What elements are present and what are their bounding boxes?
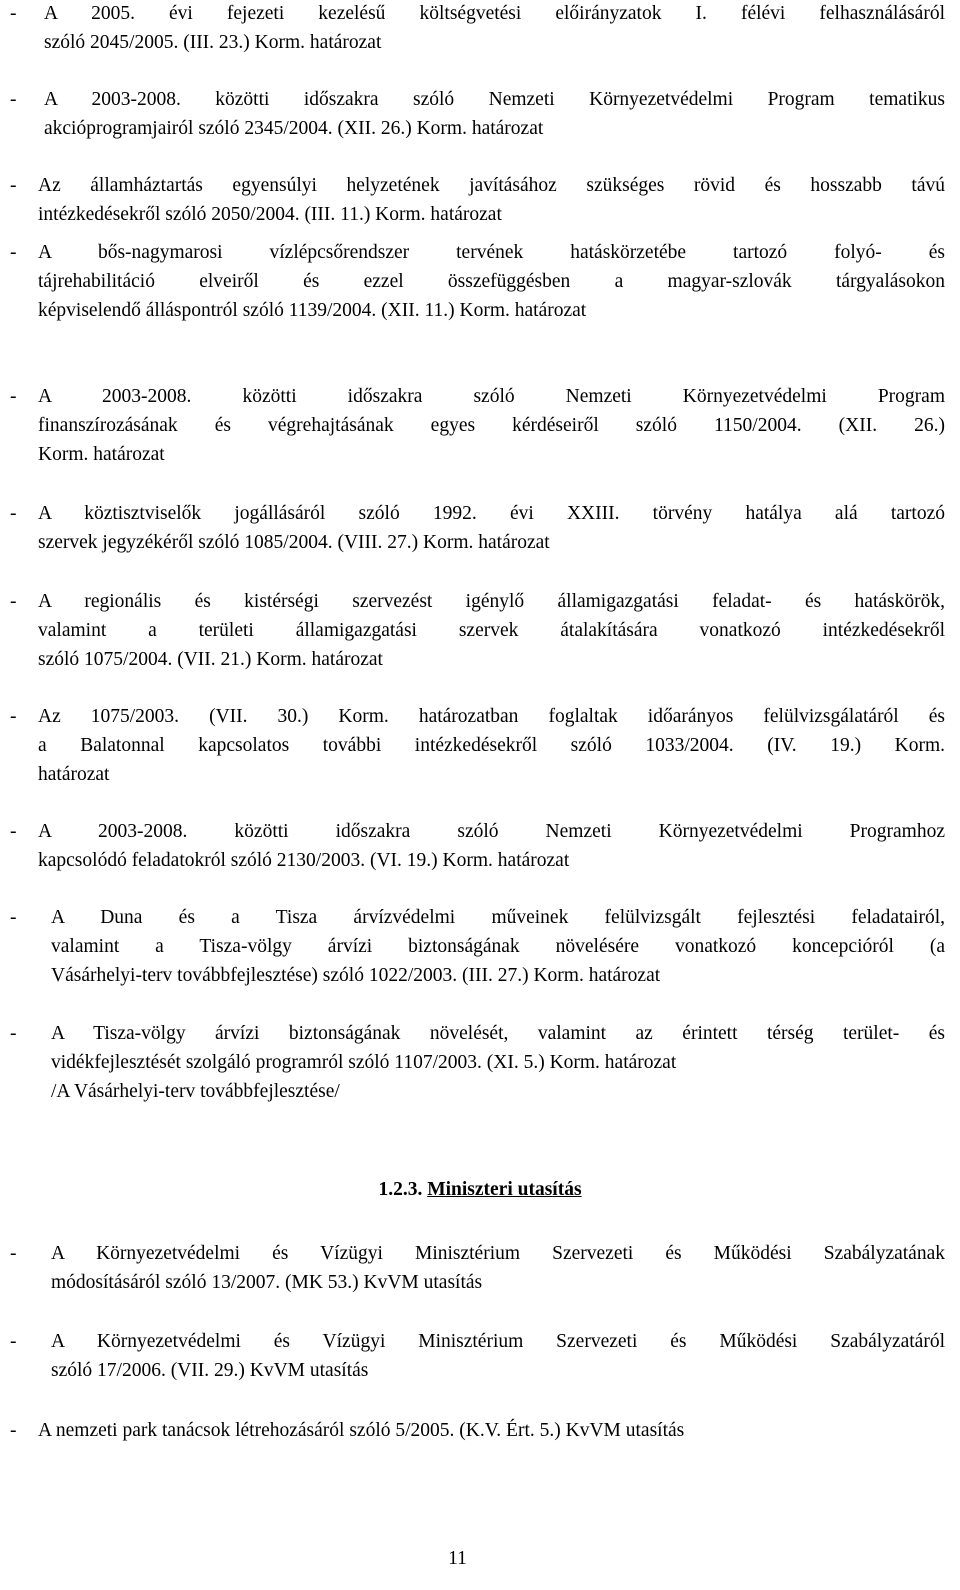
list-item-line: finanszírozásának és végrehajtásának egyes kérdéseiről szóló 1150/2004. (XII. 26.) bbox=[38, 414, 945, 436]
list-dash: - bbox=[10, 3, 17, 24]
list-item-line: A bős-nagymarosi vízlépcsőrendszer tervének hatáskörzetébe tartozó folyó- és bbox=[38, 242, 945, 263]
list-dash: - bbox=[10, 1420, 17, 1441]
list-item-line: A Duna és a Tisza árvízvédelmi műveinek felülvizsgált fejlesztési feladatairól, bbox=[51, 907, 945, 928]
list-item-line: szóló 2045/2005. (III. 23.) Korm. határozat bbox=[44, 31, 382, 53]
section-title: Miniszteri utasítás bbox=[427, 1179, 582, 1200]
section-heading bbox=[0, 1176, 960, 1205]
section-number: 1.2.3. bbox=[378, 1179, 423, 1200]
list-item-line: kapcsolódó feladatokról szóló 2130/2003. (VI. 19.) Korm. határozat bbox=[38, 849, 570, 871]
list-item-line: A Környezetvédelmi és Vízügyi Minisztérium Szervezeti és Működési Szabályzatának bbox=[51, 1243, 945, 1264]
list-dash: - bbox=[10, 821, 17, 842]
list-dash: - bbox=[10, 1331, 17, 1352]
list-item-line: szóló 1075/2004. (VII. 21.) Korm. határozat bbox=[38, 648, 383, 670]
list-item-line: Az államháztartás egyensúlyi helyzetének javításához szükséges rövid és hosszabb távú bbox=[38, 175, 945, 196]
list-item-line: képviselendő álláspontról szóló 1139/2004. (XII. 11.) Korm. határozat bbox=[38, 299, 587, 321]
list-item-line: A köztisztviselők jogállásáról szóló 1992. évi XXIII. törvény hatálya alá tartozó bbox=[38, 503, 945, 524]
list-item-line: határozat bbox=[38, 763, 110, 785]
list-dash: - bbox=[10, 706, 17, 727]
list-item-line: A regionális és kistérségi szervezést igénylő államigazgatási feladat- és hatáskörök, bbox=[38, 591, 945, 612]
list-item-line: intézkedésekről szóló 2050/2004. (III. 11.) Korm. határozat bbox=[38, 203, 502, 225]
list-item-line: A Tisza-völgy árvízi biztonságának növelését, valamint az érintett térség terület- és bbox=[51, 1023, 945, 1044]
list-item-line: A 2003-2008. közötti időszakra szóló Nemzeti Környezetvédelmi Program tematikus bbox=[44, 89, 945, 110]
list-dash: - bbox=[10, 242, 17, 263]
list-item-line: akcióprogramjairól szóló 2345/2004. (XII. 26.) Korm. határozat bbox=[44, 117, 544, 139]
list-item-line: Vásárhelyi-terv továbbfejlesztése) szóló 1022/2003. (III. 27.) Korm. határozat bbox=[51, 964, 661, 986]
list-item-line: szóló 17/2006. (VII. 29.) KvVM utasítás bbox=[51, 1359, 369, 1381]
list-dash: - bbox=[10, 907, 17, 928]
list-dash: - bbox=[10, 386, 17, 407]
list-item-line: Korm. határozat bbox=[38, 443, 165, 465]
list-item-line: A 2005. évi fejezeti kezelésű költségvetési előirányzatok I. félévi felhasználásáról bbox=[44, 3, 945, 24]
list-item-line: valamint a területi államigazgatási szervek átalakítására vonatkozó intézkedésekről bbox=[38, 619, 945, 641]
list-dash: - bbox=[10, 1023, 17, 1044]
list-item-line: vidékfejlesztését szolgáló programról szóló 1107/2003. (XI. 5.) Korm. határozat bbox=[51, 1051, 677, 1073]
list-dash: - bbox=[10, 175, 17, 196]
list-item-line: A nemzeti park tanácsok létrehozásáról szóló 5/2005. (K.V. Ért. 5.) KvVM utasítás bbox=[38, 1420, 685, 1441]
list-dash: - bbox=[10, 591, 17, 612]
list-item-line: A 2003-2008. közötti időszakra szóló Nemzeti Környezetvédelmi Programhoz bbox=[38, 821, 945, 842]
list-item-line: szervek jegyzékéről szóló 1085/2004. (VIII. 27.) Korm. határozat bbox=[38, 531, 550, 553]
list-dash: - bbox=[10, 1243, 17, 1264]
list-item-line: tájrehabilitáció elveiről és ezzel összefüggésben a magyar-szlovák tárgyalásokon bbox=[38, 270, 945, 292]
list-item-line: A Környezetvédelmi és Vízügyi Minisztérium Szervezeti és Működési Szabályzatáról bbox=[51, 1331, 945, 1352]
page-number: 11 bbox=[448, 1548, 467, 1569]
list-item-line: valamint a Tisza-völgy árvízi biztonságának növelésére vonatkozó koncepcióról (a bbox=[51, 935, 945, 957]
list-item-line: módosításáról szóló 13/2007. (MK 53.) KvVM utasítás bbox=[51, 1271, 483, 1293]
list-item-line: A 2003-2008. közötti időszakra szóló Nemzeti Környezetvédelmi Program bbox=[38, 386, 945, 407]
list-item-line: a Balatonnal kapcsolatos további intézkedésekről szóló 1033/2004. (IV. 19.) Korm. bbox=[38, 734, 945, 756]
list-dash: - bbox=[10, 89, 17, 110]
list-item-line: /A Vásárhelyi-terv továbbfejlesztése/ bbox=[51, 1080, 340, 1102]
list-dash: - bbox=[10, 503, 17, 524]
list-item-line: Az 1075/2003. (VII. 30.) Korm. határozatban foglaltak időarányos felülvizsgálatáról és bbox=[38, 706, 945, 727]
